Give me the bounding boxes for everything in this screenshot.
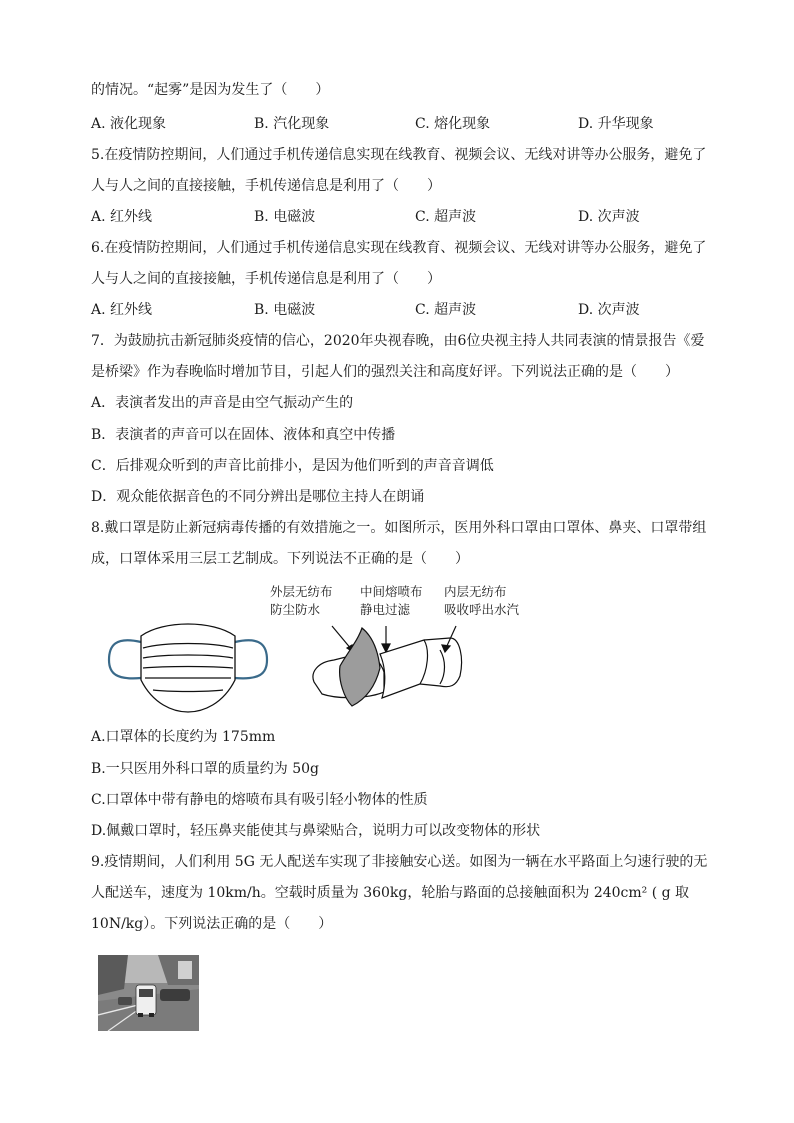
q8-option-b: B.一只医用外科口罩的质量约为 50g bbox=[91, 761, 319, 777]
q6-stem-line2: 人与人之间的直接接触，手机传递信息是利用了（ ） bbox=[91, 271, 441, 287]
label-outer-2: 防尘防水 bbox=[270, 602, 321, 617]
mask-layers-figure bbox=[270, 580, 540, 720]
q7-option-a: A．表演者发出的声音是由空气振动产生的 bbox=[91, 395, 354, 411]
q7-option-b: B．表演者的声音可以在固体、液体和真空中传播 bbox=[91, 427, 396, 443]
label-inner-2: 吸收呼出水汽 bbox=[444, 602, 520, 617]
q5-stem-line1: 5.在疫情防控期间，人们通过手机传递信息实现在线教育、视频会议、无线对讲等办公服务，避免了 bbox=[91, 147, 707, 163]
label-middle-1: 中间熔喷布 bbox=[360, 584, 423, 599]
label-inner-1: 内层无纺布 bbox=[444, 584, 507, 599]
q5-option-a: A. 红外线 bbox=[91, 209, 153, 225]
q4-option-c: C. 熔化现象 bbox=[415, 116, 491, 132]
q9-stem-line1: 9.疫情期间，人们利用 5G 无人配送车实现了非接触安心送。如图为一辆在水平路面上匀速行驶的无 bbox=[91, 854, 708, 870]
q8-stem-line1: 8.戴口罩是防止新冠病毒传播的有效措施之一。如图所示，医用外科口罩由口罩体、鼻夹、口罩带组 bbox=[91, 520, 707, 536]
q7-option-d: D．观众能依据音色的不同分辨出是哪位主持人在朗诵 bbox=[91, 489, 425, 505]
q5-option-d: D. 次声波 bbox=[578, 209, 640, 225]
delivery-vehicle-photo bbox=[98, 955, 199, 1031]
q5-option-c: C. 超声波 bbox=[415, 209, 477, 225]
q9-stem-line3: 10N/kg）。下列说法正确的是（ ） bbox=[91, 916, 333, 932]
q7-stem-line2: 是桥梁》作为春晚临时增加节目，引起人们的强烈关注和高度好评。下列说法正确的是（ ） bbox=[91, 364, 679, 380]
q6-option-b: B. 电磁波 bbox=[254, 302, 316, 318]
q7-stem-line1: 7．为鼓励抗击新冠肺炎疫情的信心，2020年央视春晚，由6位央视主持人共同表演的情景报告《爱 bbox=[91, 333, 705, 349]
mask-figure bbox=[103, 612, 273, 718]
q8-option-d: D.佩戴口罩时，轻压鼻夹能使其与鼻梁贴合，说明力可以改变物体的形状 bbox=[91, 823, 541, 839]
q4-option-d: D. 升华现象 bbox=[578, 116, 654, 132]
q4-stem-end: 的情况。“起雾”是因为发生了（ ） bbox=[91, 82, 330, 98]
q7-option-c: C．后排观众听到的声音比前排小，是因为他们听到的声音音调低 bbox=[91, 458, 494, 474]
label-outer-1: 外层无纺布 bbox=[270, 584, 333, 599]
q6-option-a: A. 红外线 bbox=[91, 302, 153, 318]
q4-option-b: B. 汽化现象 bbox=[254, 116, 330, 132]
q8-stem-line2: 成，口罩体采用三层工艺制成。下列说法不正确的是（ ） bbox=[91, 551, 469, 567]
q4-option-a: A. 液化现象 bbox=[91, 116, 167, 132]
q5-option-b: B. 电磁波 bbox=[254, 209, 316, 225]
label-middle-2: 静电过滤 bbox=[360, 602, 411, 617]
q6-stem-line1: 6.在疫情防控期间，人们通过手机传递信息实现在线教育、视频会议、无线对讲等办公服务，避免了 bbox=[91, 240, 707, 256]
q6-option-d: D. 次声波 bbox=[578, 302, 640, 318]
q6-option-c: C. 超声波 bbox=[415, 302, 477, 318]
q5-stem-line2: 人与人之间的直接接触，手机传递信息是利用了（ ） bbox=[91, 178, 441, 194]
q8-option-c: C.口罩体中带有静电的熔喷布具有吸引轻小物体的性质 bbox=[91, 792, 428, 808]
q8-option-a: A.口罩体的长度约为 175mm bbox=[91, 729, 276, 745]
q9-stem-line2: 人配送车，速度为 10km/h。空载时质量为 360kg，轮胎与路面的总接触面积为 240cm² ( g 取 bbox=[91, 885, 690, 901]
